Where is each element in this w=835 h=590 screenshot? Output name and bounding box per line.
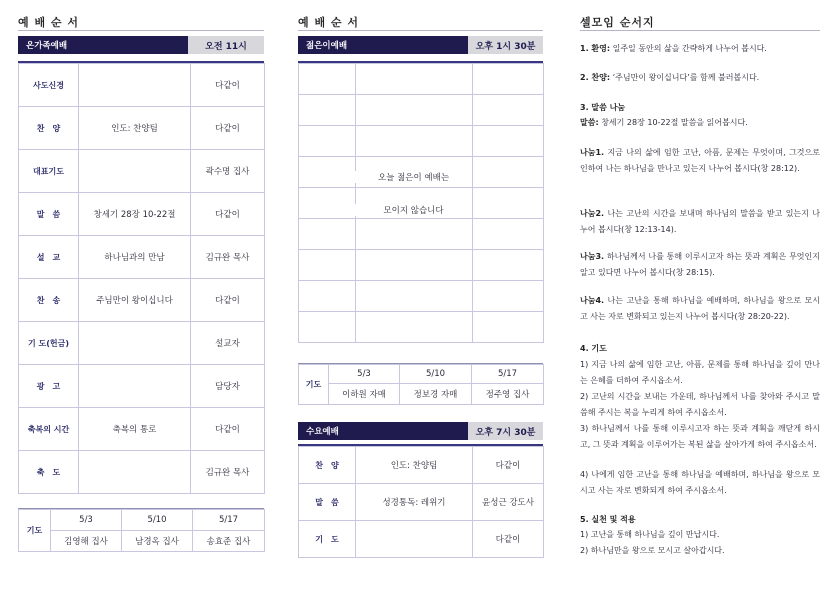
prayer-item: 3) 하나님께서 나를 통해 이루시고자 하는 뜻과 계획을 깨닫게 하시고, 그 뜻과 계획을 이루어가는 복된 삶을 살아가게 하여 주시옵소서. [580, 424, 820, 449]
row-label: 설 교 [19, 236, 79, 279]
row-label: 말 씀 [19, 193, 79, 236]
row-person: 곽수명 집사 [191, 150, 265, 193]
row-label: 말 씀 [299, 484, 356, 521]
sharing-3-label: 나눔3. [580, 252, 605, 261]
row-content: 하나님과의 만남 [79, 236, 191, 279]
item-word-sharing-heading: 3. 말씀 나눔 [580, 103, 626, 112]
row-label: 축 도 [19, 451, 79, 494]
practice-item: 2) 하나님만을 왕으로 모시고 살아갑시다. [580, 546, 725, 555]
item-word [580, 115, 820, 131]
row-person: 다같이 [473, 521, 544, 558]
sharing-4 [580, 293, 820, 325]
prayer-label: 기도 [299, 365, 329, 405]
row-content: 주님만이 왕이십니다 [79, 279, 191, 322]
prayer-name: 이하원 자매 [329, 384, 400, 405]
left-service-header [18, 36, 264, 54]
prayer-date: 5/17 [472, 365, 544, 384]
prayer-item: 2) 고난의 시간을 보내는 가운데, 하나님께서 나를 찾아와 주시고 말씀해 주시는 복을 누리게 하여 주시옵소서. [580, 392, 820, 417]
wednesday-service-header [298, 422, 543, 440]
wednesday-order-table [298, 446, 544, 558]
prayer-item: 4) 나에게 임한 고난을 통해 하나님을 예배하며, 하나님을 왕으로 모시고 사는 자로 변화되게 하여 주시옵소서. [580, 470, 820, 495]
practice-heading [580, 512, 820, 528]
item-word-label: 말씀: [580, 118, 599, 127]
table-row [19, 531, 265, 552]
prayer-date: 5/3 [51, 510, 122, 531]
row-person: 다같이 [191, 193, 265, 236]
row-content: 인도: 찬양팀 [79, 107, 191, 150]
row-person: 설교자 [191, 322, 265, 365]
row-person: 다같이 [473, 447, 544, 484]
middle-prayer-table [298, 364, 544, 405]
row-label: 기 도 [299, 521, 356, 558]
sharing-1-text: 지금 나의 삶에 임한 고난, 아픔, 문제는 무엇이며, 그것으로 인하여 나는 하나님을 만나고 있는지 나누어 봅시다(창 28:12). [580, 148, 820, 173]
row-label: 찬 양 [19, 107, 79, 150]
wednesday-service-time: 오후 7시 30분 [468, 422, 543, 440]
item-welcome-label: 1. 환영: [580, 44, 611, 53]
item-word-sharing-title [580, 100, 820, 116]
right-title-underline [580, 30, 820, 31]
item-praise-label: 2. 찬양: [580, 73, 611, 82]
row-person: 김규완 목사 [191, 451, 265, 494]
row-label: 대표기도 [19, 150, 79, 193]
prayer-name: 남경옥 집사 [122, 531, 193, 552]
row-person: 다같이 [191, 64, 265, 107]
row-person: 윤성근 강도사 [473, 484, 544, 521]
row-label: 찬 양 [299, 447, 356, 484]
row-label: 찬 송 [19, 279, 79, 322]
row-content: 창세기 28장 10-22절 [79, 193, 191, 236]
item-welcome [580, 41, 820, 57]
practice-heading-text: 5. 실천 및 적용 [580, 515, 636, 524]
sharing-1-label: 나눔1. [580, 148, 605, 157]
table-row [19, 408, 265, 451]
left-order-table [18, 63, 265, 494]
prayer-item: 1) 지금 나의 삶에 임한 고난, 아픔, 문제를 통해 하나님을 깊이 만나는 은혜를 더하여 주시옵소서. [580, 360, 820, 385]
table-row [19, 150, 265, 193]
left-title-underline [18, 30, 264, 31]
item-word-text: 창세기 28장 10-22절 말씀을 읽어봅시다. [598, 118, 748, 127]
prayer-label: 기도 [19, 510, 51, 552]
sharing-2-label: 나눔2. [580, 209, 605, 218]
left-service-name: 온가족예배 [18, 36, 188, 54]
right-section-title: 셀모임 순서지 [580, 16, 655, 29]
table-row [19, 279, 265, 322]
middle-section-title: 예 배 순 서 [298, 16, 359, 29]
row-label: 광 고 [19, 365, 79, 408]
item-welcome-text: 일주일 동안의 삶을 간략하게 나누어 봅시다. [610, 44, 767, 53]
item-praise-text: ‘주님만이 왕이십니다’를 함께 불러봅시다. [610, 73, 760, 82]
youth-notice-line-1: 오늘 젊은이 예배는 [355, 171, 472, 183]
sharing-4-label: 나눔4. [580, 296, 605, 305]
sharing-4-text: 나는 고난을 통해 하나님을 예배하며, 하나님을 왕으로 모시고 사는 자로 변화되고 있는지 나누어 봅시다(창 28:20-22). [580, 296, 820, 321]
table-row [299, 521, 544, 558]
row-content [79, 150, 191, 193]
prayer-date: 5/10 [400, 365, 472, 384]
table-row [299, 384, 544, 405]
youth-notice-line-2: 모이지 않습니다 [355, 204, 472, 216]
row-label: 기 도(헌금) [19, 322, 79, 365]
prayer-heading-text: 4. 기도 [580, 344, 607, 353]
row-content [356, 521, 473, 558]
wednesday-service-name: 수요예배 [298, 422, 468, 440]
row-content: 축복의 통로 [79, 408, 191, 451]
item-praise [580, 70, 820, 86]
prayer-date: 5/10 [122, 510, 193, 531]
youth-service-name: 젊은이예배 [298, 36, 468, 54]
table-row [19, 451, 265, 494]
sharing-3 [580, 249, 820, 281]
table-row [19, 236, 265, 279]
row-person: 다같이 [191, 408, 265, 451]
row-content: 성경통독: 레위기 [356, 484, 473, 521]
sharing-3-text: 하나님께서 나를 통해 이루시고자 하는 뜻과 계획은 무엇인지 알고 있다면 나누어 봅시다(창 28:15). [580, 252, 820, 277]
row-content: 인도: 찬양팀 [356, 447, 473, 484]
row-person: 김규완 목사 [191, 236, 265, 279]
row-person: 다같이 [191, 279, 265, 322]
table-row [19, 193, 265, 236]
sharing-1 [580, 145, 820, 177]
left-service-time: 오전 11시 [188, 36, 264, 54]
row-content [79, 365, 191, 408]
row-content [79, 451, 191, 494]
row-label: 축복의 시간 [19, 408, 79, 451]
prayer-name: 송효준 집사 [193, 531, 265, 552]
youth-grid [298, 63, 544, 343]
sharing-2-text: 나는 고난의 시간을 보내며 하나님의 말씀을 받고 있는지 나누어 봅시다(창 12:13-14). [580, 209, 820, 234]
youth-service-time: 오후 1시 30분 [468, 36, 543, 54]
row-person: 담당자 [191, 365, 265, 408]
prayer-name: 정주영 집사 [472, 384, 544, 405]
row-label: 사도신경 [19, 64, 79, 107]
left-section-title: 예 배 순 서 [18, 16, 79, 29]
prayer-name: 김영해 집사 [51, 531, 122, 552]
left-prayer-table [18, 509, 265, 552]
table-row [19, 322, 265, 365]
table-row [19, 365, 265, 408]
table-row [299, 447, 544, 484]
table-row [19, 64, 265, 107]
prayer-date: 5/3 [329, 365, 400, 384]
table-row [19, 510, 265, 531]
row-content [79, 64, 191, 107]
youth-service-header [298, 36, 543, 54]
prayer-name: 정보경 자매 [400, 384, 472, 405]
row-person: 다같이 [191, 107, 265, 150]
table-row [299, 484, 544, 521]
table-row [299, 365, 544, 384]
prayer-date: 5/17 [193, 510, 265, 531]
practice-item: 1) 고난을 통해 하나님을 깊이 만납시다. [580, 530, 720, 539]
row-content [79, 322, 191, 365]
prayer-heading [580, 341, 820, 357]
middle-title-underline [298, 30, 543, 31]
table-row [19, 107, 265, 150]
sharing-2 [580, 206, 820, 238]
